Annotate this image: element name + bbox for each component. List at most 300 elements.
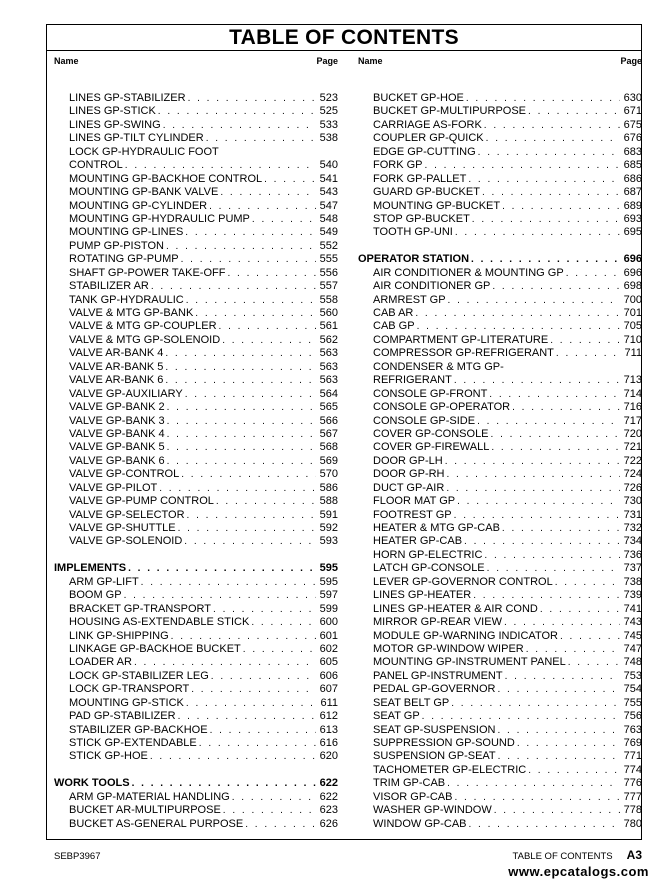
entry-label: VALVE AR-BANK 6 [69,374,164,387]
dot-leader [464,535,620,548]
dot-leader [186,294,316,307]
entry-label: CONSOLE GP-FRONT [373,387,488,400]
entry-page: 600 [319,616,338,629]
dot-leader [210,724,316,737]
dot-leader [491,428,620,441]
entry-label: LINKAGE GP-BACKHOE BUCKET [69,642,241,655]
column-header [54,55,338,67]
page-number: A3 [626,848,642,862]
entry-label: COVER GP-CONSOLE [373,427,489,440]
entry-label: VALVE GP-BANK 6 [69,454,165,467]
toc-entry [54,361,338,374]
toc-entry [54,683,338,696]
toc-entry [54,374,338,387]
entry-label: MOUNTING GP-BANK VALVE [69,186,219,199]
entry-label: SUSPENSION GP-SEAT [373,750,496,763]
entry-label: EDGE GP-CUTTING [373,145,476,158]
entry-page: 556 [319,266,338,279]
entry-label: MOUNTING GP-INSTRUMENT PANEL [373,656,566,669]
toc-entry [54,213,338,226]
dot-leader [491,441,620,454]
entry-page: 607 [319,683,338,696]
dot-leader [447,468,621,481]
entry-page: 523 [319,92,338,104]
toc-entry [358,280,642,293]
toc-entry [54,441,338,454]
toc-entry [358,226,642,239]
entry-page: 705 [623,320,642,333]
entry-page: 549 [319,226,338,239]
toc-entry [358,777,642,790]
dot-leader [528,105,620,118]
page-title: TABLE OF CONTENTS [229,26,459,49]
dot-leader [216,495,316,508]
entry-page: 569 [319,454,338,467]
entry-label: COUPLER GP-QUICK [373,132,484,145]
toc-entry [358,764,642,777]
entry-label: IMPLEMENTS [54,562,127,575]
entry-label: LOCK GP-STABILIZER LEG [69,669,209,682]
entry-label: FORK GP-PALLET [373,172,467,185]
entry-label: TACHOMETER GP-ELECTRIC [373,763,527,776]
dot-leader [134,656,316,669]
dot-leader [447,777,620,790]
dot-leader [158,105,316,118]
entry-page: 547 [319,199,338,212]
dot-leader [469,818,621,831]
entry-page: 774 [623,763,642,776]
entry-page: 620 [319,750,338,763]
toc-entry [54,535,338,548]
dot-leader [195,307,316,320]
dot-leader [517,737,620,750]
entry-label: ROTATING GP-PUMP [69,253,179,266]
dot-leader [128,562,316,575]
dot-leader [209,200,316,213]
entry-page: 726 [623,481,642,494]
entry-page: 533 [319,118,338,131]
entry-page: 540 [319,159,338,172]
toc-entry [358,737,642,750]
dot-leader [188,92,316,105]
entry-page: 562 [319,333,338,346]
dot-leader [482,186,620,199]
entry-page: 696 [623,266,642,279]
entry-label: BUCKET GP-HOE [373,92,464,104]
toc-entry [54,482,338,495]
entry-page: 566 [319,414,338,427]
toc-entry [358,535,642,548]
section-heading [54,562,338,575]
dot-leader [185,226,316,239]
entry-label: PUMP GP-PISTON [69,239,164,252]
entry-label: VALVE GP-SOLENOID [69,535,183,548]
entry-page: 721 [623,441,642,454]
entry-page: 714 [623,387,642,400]
toc-entry [54,818,338,831]
entry-label: CONTROL [69,159,123,172]
entry-label: VALVE GP-AUXILIARY [69,387,183,400]
entry-page: 612 [319,710,338,723]
toc-entry [54,415,338,428]
dot-leader [417,320,620,333]
dot-leader [141,576,316,589]
toc-entry [54,173,338,186]
entry-page: 555 [319,253,338,266]
entry-page: 753 [623,669,642,682]
entry-page: 689 [623,199,642,212]
dot-leader [494,804,620,817]
entry-page: 541 [319,172,338,185]
entry-page: 525 [319,105,338,118]
dot-leader [151,280,316,293]
entry-label: STABILIZER AR [69,280,149,293]
toc-entry [358,482,642,495]
toc-entry [54,159,338,172]
toc-entry [358,173,642,186]
toc-entry [54,804,338,817]
toc-entry [358,683,642,696]
dot-leader [560,630,620,643]
dot-leader [448,294,620,307]
dot-leader [550,334,620,347]
name-header: Name [54,56,79,66]
dot-leader [446,482,620,495]
toc-entry [54,750,338,763]
entry-page: 686 [623,172,642,185]
entry-label: BUCKET GP-MULTIPURPOSE [373,105,527,118]
entry-label: VALVE GP-BANK 2 [69,401,165,414]
entry-label: VISOR GP-CAB [373,790,453,803]
entry-page: 745 [623,629,642,642]
toc-entry [54,630,338,643]
entry-label: SEAT GP-SUSPENSION [373,723,496,736]
dot-leader [526,643,620,656]
entry-page: 755 [623,696,642,709]
toc-entry [358,750,642,763]
entry-page: 778 [623,804,642,817]
entry-label: VALVE GP-BANK 4 [69,427,165,440]
toc-entry [358,294,642,307]
entry-page: 698 [623,280,642,293]
toc-entry [54,132,338,145]
toc-entry [358,307,642,320]
dot-leader [497,724,620,737]
entry-label: PAD GP-STABILIZER [69,710,176,723]
entry-page: 738 [623,575,642,588]
dot-leader [178,522,316,535]
entry-page: 595 [319,562,338,575]
entry-label: LINES GP-TILT CYLINDER [69,132,204,145]
entry-label: HOUSING AS-EXTENDABLE STICK [69,616,250,629]
entry-page: 734 [623,535,642,548]
entry-label: CONSOLE GP-SIDE [373,414,476,427]
entry-page: 563 [319,360,338,373]
entry-page: 561 [319,320,338,333]
section-heading [358,253,642,266]
toc-entry [54,455,338,468]
entry-page: 630 [623,92,642,104]
toc-entry [54,697,338,710]
entry-label: LINES GP-STABILIZER [69,92,186,104]
dot-leader [487,562,620,575]
dot-leader [166,240,316,253]
toc-entry [358,320,642,333]
entry-label: VALVE & MTG GP-BANK [69,307,194,319]
dot-leader [167,415,316,428]
entry-page: 613 [319,723,338,736]
toc-entry [54,280,338,293]
entry-page: 563 [319,347,338,360]
spacer [54,549,338,562]
toc-entry [358,267,642,280]
entry-label: STICK GP-EXTENDABLE [69,737,197,749]
entry-label: HORN GP-ELECTRIC [373,548,483,561]
spacer [54,764,338,777]
entry-label: WASHER GP-WINDOW [373,804,492,817]
entry-label: VALVE GP-PUMP CONTROL [69,495,214,508]
dot-leader [132,777,316,790]
entry-label: AIR CONDITIONER & MOUNTING GP [373,266,564,279]
toc-entry [54,240,338,253]
toc-entry [54,388,338,401]
toc-entry [54,710,338,723]
entry-page: 563 [319,374,338,387]
entry-page: 675 [623,118,642,131]
entry-label: VALVE GP-BANK 5 [69,441,165,454]
toc-entry [358,468,642,481]
dot-leader [486,132,620,145]
entry-page: 552 [319,239,338,252]
toc-entry [54,119,338,132]
entry-label: LOCK GP-TRANSPORT [69,683,190,696]
entry-label: COMPARTMENT GP-LITERATURE [373,333,549,346]
page-footer [54,848,642,862]
entry-label: VALVE GP-SELECTOR [69,508,185,521]
entry-label: PANEL GP-INSTRUMENT [373,669,503,682]
dot-leader [478,146,620,159]
entry-label: FORK GP [373,159,423,172]
dot-leader [555,576,620,589]
dot-leader [186,697,316,710]
toc-entry [358,159,642,172]
footer-section: TABLE OF CONTENTS [512,851,613,862]
toc-entry [358,509,642,522]
page-header: Page [316,56,338,66]
dot-leader [167,428,316,441]
entry-page: 720 [623,427,642,440]
entry-page: 739 [623,589,642,602]
entry-page: 676 [623,132,642,145]
toc-entry [54,334,338,347]
toc-entry [358,589,642,602]
entry-label: HEATER & MTG GP-CAB [373,522,500,534]
dot-leader [171,630,316,643]
entry-page: 771 [623,750,642,763]
entry-page: 602 [319,642,338,655]
dot-leader [556,347,620,360]
dot-leader [264,173,316,186]
entry-label: SEAT GP [373,710,420,723]
entry-page: 737 [623,562,642,575]
entry-page: 701 [623,307,642,319]
entry-page: 717 [623,414,642,427]
dot-leader [415,307,620,320]
entry-page: 558 [319,293,338,306]
toc-frame [46,24,642,840]
dot-leader [504,616,620,629]
toc-entry [54,616,338,629]
dot-leader [167,455,316,468]
entry-page: 748 [623,656,642,669]
toc-entry [358,804,642,817]
toc-entry [358,401,642,414]
toc-entry [358,213,642,226]
dot-leader [187,509,316,522]
entry-page: 568 [319,441,338,454]
dot-leader [219,320,316,333]
title-bar [47,25,641,51]
entry-page: 595 [319,575,338,588]
entry-label: PEDAL GP-GOVERNOR [373,683,496,696]
dot-leader [167,441,316,454]
toc-entry [54,656,338,669]
entry-label: BOOM GP [69,589,122,602]
dot-leader [492,280,620,293]
dot-leader [502,200,620,213]
entry-page: 780 [623,817,642,830]
entry-label: LINES GP-STICK [69,105,156,118]
toc-entry [54,267,338,280]
toc-entry [358,818,642,831]
dot-leader [477,415,620,428]
dot-leader [502,522,620,535]
entry-label: STICK GP-HOE [69,750,148,763]
toc-entry [358,549,642,562]
dot-leader [252,213,316,226]
entry-page: 592 [319,522,338,534]
dot-leader [223,804,316,817]
entry-page: 622 [319,790,338,803]
entry-label: LINES GP-HEATER [373,589,472,602]
dot-leader [150,750,316,763]
toc-entry [358,495,642,508]
dot-leader [468,173,620,186]
toc-entry [358,428,642,441]
entry-label: LINES GP-SWING [69,118,161,131]
dot-leader [159,482,316,495]
entry-page: 700 [623,293,642,306]
entry-page: 731 [623,508,642,521]
entry-page: 548 [319,212,338,225]
entry-page: 776 [623,777,642,790]
doc-id: SEBP3967 [54,851,101,862]
toc-entry [54,791,338,804]
entry-page: 626 [319,817,338,830]
toc-entry [358,630,642,643]
entry-page: 756 [623,710,642,723]
entry-label: TRIM GP-CAB [373,777,446,790]
toc-entry [54,92,338,105]
toc-entry [54,186,338,199]
dot-leader [181,468,316,481]
dot-leader [466,92,620,105]
dot-leader [451,697,620,710]
dot-leader [445,455,620,468]
entry-label: SUPPRESSION GP-SOUND [373,737,515,749]
toc-entry [358,415,642,428]
toc-list-right [358,92,642,831]
entry-label: VALVE AR-BANK 5 [69,360,164,373]
dot-leader [454,374,620,387]
entry-page: 671 [623,105,642,118]
entry-label: GUARD GP-BUCKET [373,186,480,199]
dot-leader [245,818,316,831]
entry-page: 722 [623,454,642,467]
entry-label: SEAT BELT GP [373,696,450,709]
entry-page: 747 [623,642,642,655]
toc-entry [54,226,338,239]
dot-leader [185,388,316,401]
toc-entry [358,374,642,387]
dot-leader [243,643,316,656]
entry-page: 693 [623,212,642,225]
entry-label: VALVE GP-CONTROL [69,468,180,481]
entry-label: MOUNTING GP-BACKHOE CONTROL [69,172,263,185]
toc-entry [358,697,642,710]
toc-entry [54,146,338,159]
entry-page: 599 [319,602,338,615]
toc-entry [54,294,338,307]
entry-label: LINES GP-HEATER & AIR COND [373,602,538,615]
dot-leader [568,656,620,669]
toc-entry [358,361,642,374]
toc-entry [54,320,338,333]
entry-page: 741 [623,602,642,615]
dot-leader [454,509,620,522]
entry-label: VALVE & MTG GP-COUPLER [69,320,217,333]
entry-label: LOCK GP-HYDRAULIC FOOT [69,145,219,158]
entry-label: CONDENSER & MTG GP- [373,360,504,373]
entry-page: 597 [319,589,338,602]
name-header: Name [358,56,383,66]
toc-entry [54,200,338,213]
entry-page: 605 [319,656,338,669]
dot-leader [540,603,620,616]
entry-label: DOOR GP-LH [373,454,443,467]
entry-label: BUCKET AS-GENERAL PURPOSE [69,817,244,830]
entry-page: 732 [623,522,642,534]
entry-label: MIRROR GP-REAR VIEW [373,616,502,629]
entry-page: 685 [623,159,642,172]
dot-leader [184,535,316,548]
entry-page: 736 [623,548,642,561]
entry-page: 564 [319,387,338,400]
dot-leader [232,791,316,804]
dot-leader [165,361,316,374]
spacer [358,240,642,253]
entry-label: DUCT GP-AIR [373,481,445,494]
entry-page: 710 [623,333,642,346]
toc-entry [54,401,338,414]
toc-entry [358,656,642,669]
entry-page: 716 [623,401,642,414]
entry-page: 763 [623,723,642,736]
toc-entry [358,710,642,723]
entry-page: 586 [319,481,338,494]
entry-label: LEVER GP-GOVERNOR CONTROL [373,575,553,588]
entry-label: LATCH GP-CONSOLE [373,562,485,575]
